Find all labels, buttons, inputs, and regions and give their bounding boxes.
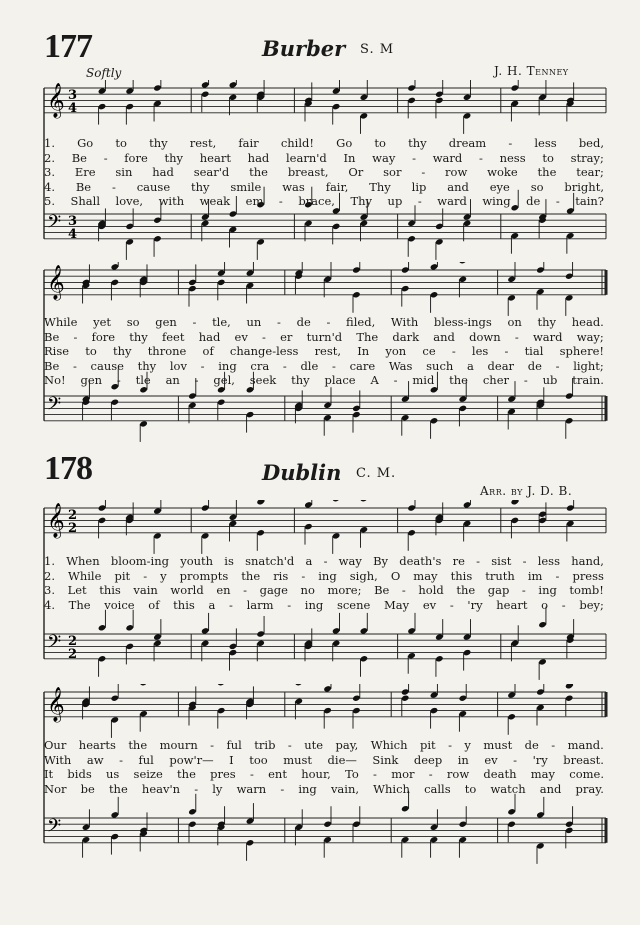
note-head: [217, 684, 226, 686]
time-signature-bottom: 4: [68, 227, 78, 242]
time-signature-bottom: 4: [68, 101, 78, 116]
tempo-marking: Softly: [86, 66, 122, 80]
time-signature-top: 3: [68, 214, 78, 229]
time-signature-top: 3: [68, 88, 78, 103]
lyric-line: 1. Go to thy rest, fair child! Go to thy dream - less bed,: [44, 136, 604, 150]
note-head: [360, 500, 369, 502]
note-head: [459, 262, 468, 264]
note-head: [295, 684, 304, 686]
bass-clef-icon: 𝄢: [47, 212, 62, 237]
hymn-number: 177: [44, 28, 92, 65]
treble-clef-icon: 𝄞: [47, 687, 65, 722]
lyric-line: Rise to thy throne of change-less rest, In yon ce - les - tial sphere!: [44, 344, 604, 358]
lyric-line: With aw - ful pow'r— I too must die— Sink deep in ev - 'ry breast.: [44, 752, 604, 767]
time-signature-bottom: 2: [68, 521, 78, 536]
lyrics-177-2: [44, 315, 604, 388]
time-signature-bottom: 2: [68, 647, 78, 662]
note-head: [139, 684, 148, 686]
composer-attribution: J. H. Tenney: [494, 64, 569, 78]
lyric-line: 2. While pit - y prompts the ris - ing sigh, O may this truth im - press: [44, 568, 604, 583]
bass-clef-icon: 𝄢: [47, 394, 62, 419]
lyric-line: Be - fore thy feet had ev - er turn'd The dark and down - ward way;: [44, 329, 604, 344]
bass-clef-icon: 𝄢: [47, 816, 62, 841]
time-signature-top: 2: [68, 508, 78, 523]
lyric-line: 1. When bloom-ing youth is snatch'd a - way By death's re - sist - less hand,: [44, 554, 604, 568]
composer-attribution: Arr. by J. D. B.: [480, 484, 573, 498]
lyric-line: No! gen - tle an - gel, seek thy place A - mid the cher - ub train.: [44, 373, 604, 387]
tune-name: Burber: [262, 36, 346, 61]
lyric-line: While yet so gen - tle, un - de - filed, With bless-ings on thy head.: [44, 315, 604, 329]
treble-clef-icon: 𝄞: [47, 83, 65, 118]
lyrics-178-1: [44, 554, 604, 612]
meter: S. M: [360, 42, 395, 57]
lyric-line: 4. Be - cause thy smile was fair, Thy lip and eye so bright,: [44, 179, 604, 194]
lyric-line: 3. Let this vain world en - gage no more; Be - hold the gap - ing tomb!: [44, 583, 604, 597]
lyric-line: 4. The voice of this a - larm - ing scene May ev - 'ry heart o - bey;: [44, 597, 604, 612]
lyric-line: Our hearts the mourn - ful trib - ute pay, Which pit - y must de - mand.: [44, 738, 604, 752]
lyrics-177-1: [44, 136, 604, 209]
treble-clef-icon: 𝄞: [47, 503, 65, 538]
note-head: [332, 500, 341, 502]
lyric-line: 3. Ere sin had sear'd the breast, Or sor - row woke the tear;: [44, 165, 604, 179]
time-signature-top: 2: [68, 634, 78, 649]
lyric-line: Nor be the heav'n - ly warn - ing vain, Which calls to watch and pray.: [44, 781, 604, 796]
meter: C. M.: [356, 466, 397, 481]
tune-name: Dublin: [262, 460, 342, 485]
hymn-number: 178: [44, 450, 92, 487]
bass-clef-icon: 𝄢: [47, 632, 62, 657]
lyric-line: It bids us seize the pres - ent hour, To - mor - row death may come.: [44, 767, 604, 781]
lyric-line: 2. Be - fore thy heart had learn'd In way - ward - ness to stray;: [44, 150, 604, 165]
lyrics-178-2: [44, 738, 604, 796]
treble-clef-icon: 𝄞: [47, 265, 65, 300]
lyric-line: Be - cause thy lov - ing cra - dle - care Was such a dear de - light;: [44, 358, 604, 373]
lyric-line: 5. Shall love, with weak em - brace, Thy up - ward wing de - tain?: [44, 194, 604, 208]
